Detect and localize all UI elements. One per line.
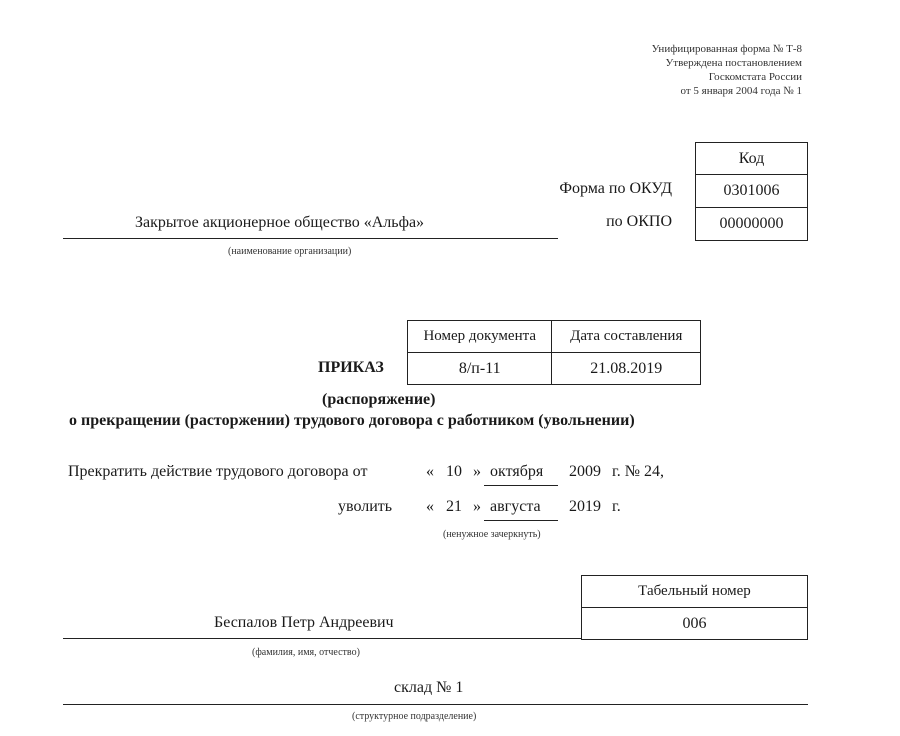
header-line-2: Утверждена постановлением bbox=[665, 57, 802, 69]
tab-number: 006 bbox=[582, 608, 808, 640]
quote-close-1: » bbox=[473, 463, 481, 480]
contract-label: Прекратить действие трудового договора от bbox=[68, 463, 368, 480]
document-date: 21.08.2019 bbox=[552, 353, 701, 385]
okpo-label: по ОКПО bbox=[606, 213, 672, 230]
contract-month: октября bbox=[490, 463, 544, 480]
contract-number: г. № 24, bbox=[612, 463, 665, 480]
department-underline bbox=[63, 704, 808, 705]
contract-month-underline bbox=[484, 485, 558, 486]
employee-underline bbox=[63, 638, 581, 639]
header-line-1: Унифицированная форма № Т-8 bbox=[651, 43, 802, 55]
quote-open-2: « bbox=[426, 498, 434, 515]
document-number-header: Номер документа bbox=[408, 321, 552, 353]
department-name: склад № 1 bbox=[394, 679, 464, 696]
organization-underline bbox=[63, 238, 558, 239]
form-header bbox=[652, 42, 802, 98]
okud-code: 0301006 bbox=[696, 175, 808, 208]
quote-open-1: « bbox=[426, 463, 434, 480]
document-subtitle: (распоряжение) bbox=[322, 391, 436, 408]
header-line-3: Госкомстата России bbox=[708, 71, 802, 83]
dismiss-month: августа bbox=[490, 498, 541, 515]
dismiss-year: 2019 bbox=[569, 498, 601, 515]
dismiss-day: 21 bbox=[446, 498, 462, 515]
organization-caption: (наименование организации) bbox=[228, 246, 352, 257]
employee-name: Беспалов Петр Андреевич bbox=[214, 614, 394, 631]
okpo-code: 00000000 bbox=[696, 208, 808, 241]
tab-number-header: Табельный номер bbox=[582, 576, 808, 608]
code-header: Код bbox=[696, 143, 808, 175]
document-table bbox=[407, 320, 701, 385]
header-line-4: от 5 января 2004 года № 1 bbox=[680, 85, 802, 97]
okud-label: Форма по ОКУД bbox=[559, 180, 672, 197]
tab-number-table bbox=[581, 575, 808, 640]
contract-day: 10 bbox=[446, 463, 462, 480]
document-number: 8/п-11 bbox=[408, 353, 552, 385]
dismiss-suffix: г. bbox=[612, 498, 621, 515]
dismiss-label: уволить bbox=[338, 498, 393, 515]
document-title: ПРИКАЗ bbox=[318, 359, 384, 376]
dismiss-month-underline bbox=[484, 520, 558, 521]
codes-table bbox=[695, 142, 808, 241]
contract-year: 2009 bbox=[569, 463, 601, 480]
quote-close-2: » bbox=[473, 498, 481, 515]
strike-caption: (ненужное зачеркнуть) bbox=[443, 529, 541, 540]
organization-name: Закрытое акционерное общество «Альфа» bbox=[135, 214, 425, 231]
document-date-header: Дата составления bbox=[552, 321, 701, 353]
department-caption: (структурное подразделение) bbox=[352, 711, 477, 722]
employee-caption: (фамилия, имя, отчество) bbox=[252, 647, 360, 658]
document-purpose: о прекращении (расторжении) трудового договора с работником (увольнении) bbox=[69, 412, 635, 429]
